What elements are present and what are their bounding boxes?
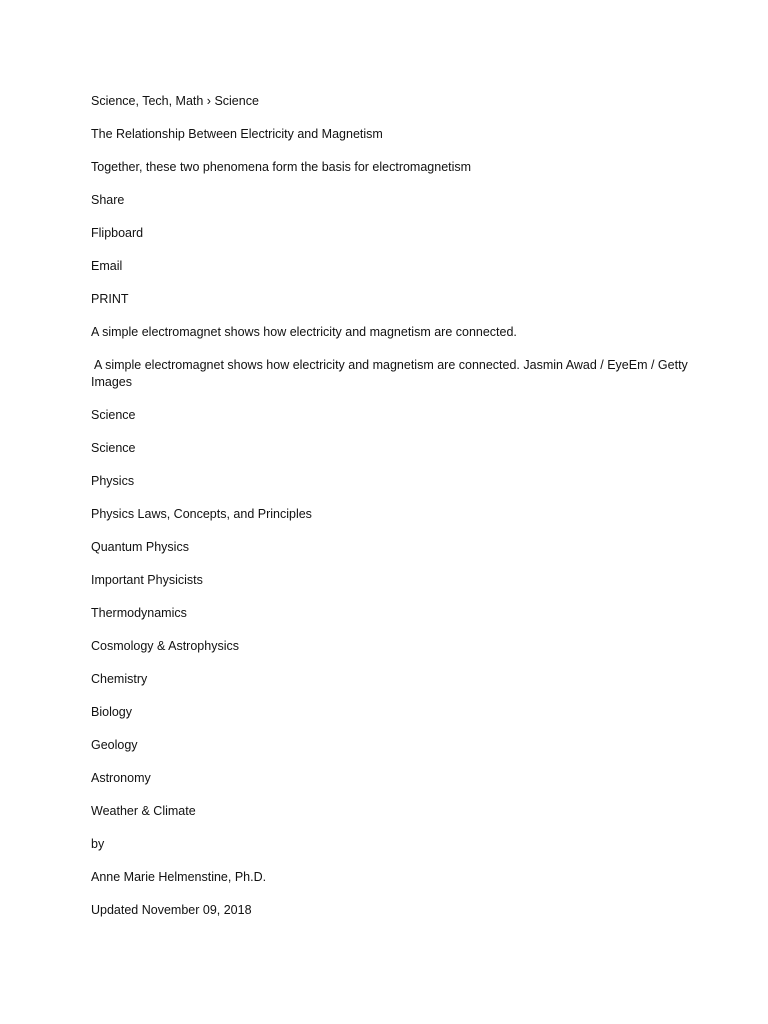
nav-item-thermodynamics: Thermodynamics: [91, 606, 187, 620]
nav-item-astronomy: Astronomy: [91, 771, 151, 785]
breadcrumb: Science, Tech, Math › Science: [91, 94, 259, 108]
updated-date: Updated November 09, 2018: [91, 903, 252, 917]
article-title: The Relationship Between Electricity and Magnetism: [91, 127, 383, 141]
nav-item-geology: Geology: [91, 738, 138, 752]
nav-item-physics: Physics: [91, 474, 135, 488]
nav-item-physics-laws: Physics Laws, Concepts, and Principles: [91, 507, 312, 521]
author-name: Anne Marie Helmenstine, Ph.D.: [91, 870, 267, 884]
email-label: Email: [91, 259, 123, 273]
image-caption: A simple electromagnet shows how electricity and magnetism are connected. Jasmin Awad / EyeEm / Getty Images: [91, 358, 688, 389]
print-label: PRINT: [91, 292, 129, 306]
nav-item-quantum-physics: Quantum Physics: [91, 540, 189, 554]
nav-item-weather-climate: Weather & Climate: [91, 804, 196, 818]
byline-prefix: by: [91, 837, 105, 851]
nav-item-biology: Biology: [91, 705, 132, 719]
nav-item-chemistry: Chemistry: [91, 672, 148, 686]
nav-item-science: Science: [91, 408, 136, 422]
flipboard-label: Flipboard: [91, 226, 144, 240]
nav-item-science-2: Science: [91, 441, 136, 455]
document-body: [91, 93, 691, 935]
nav-item-important-physicists: Important Physicists: [91, 573, 203, 587]
nav-item-cosmology: Cosmology & Astrophysics: [91, 639, 239, 653]
article-subtitle: Together, these two phenomena form the basis for electromagnetism: [91, 160, 472, 174]
image-alt-text: A simple electromagnet shows how electricity and magnetism are connected.: [91, 325, 517, 339]
share-label: Share: [91, 193, 125, 207]
